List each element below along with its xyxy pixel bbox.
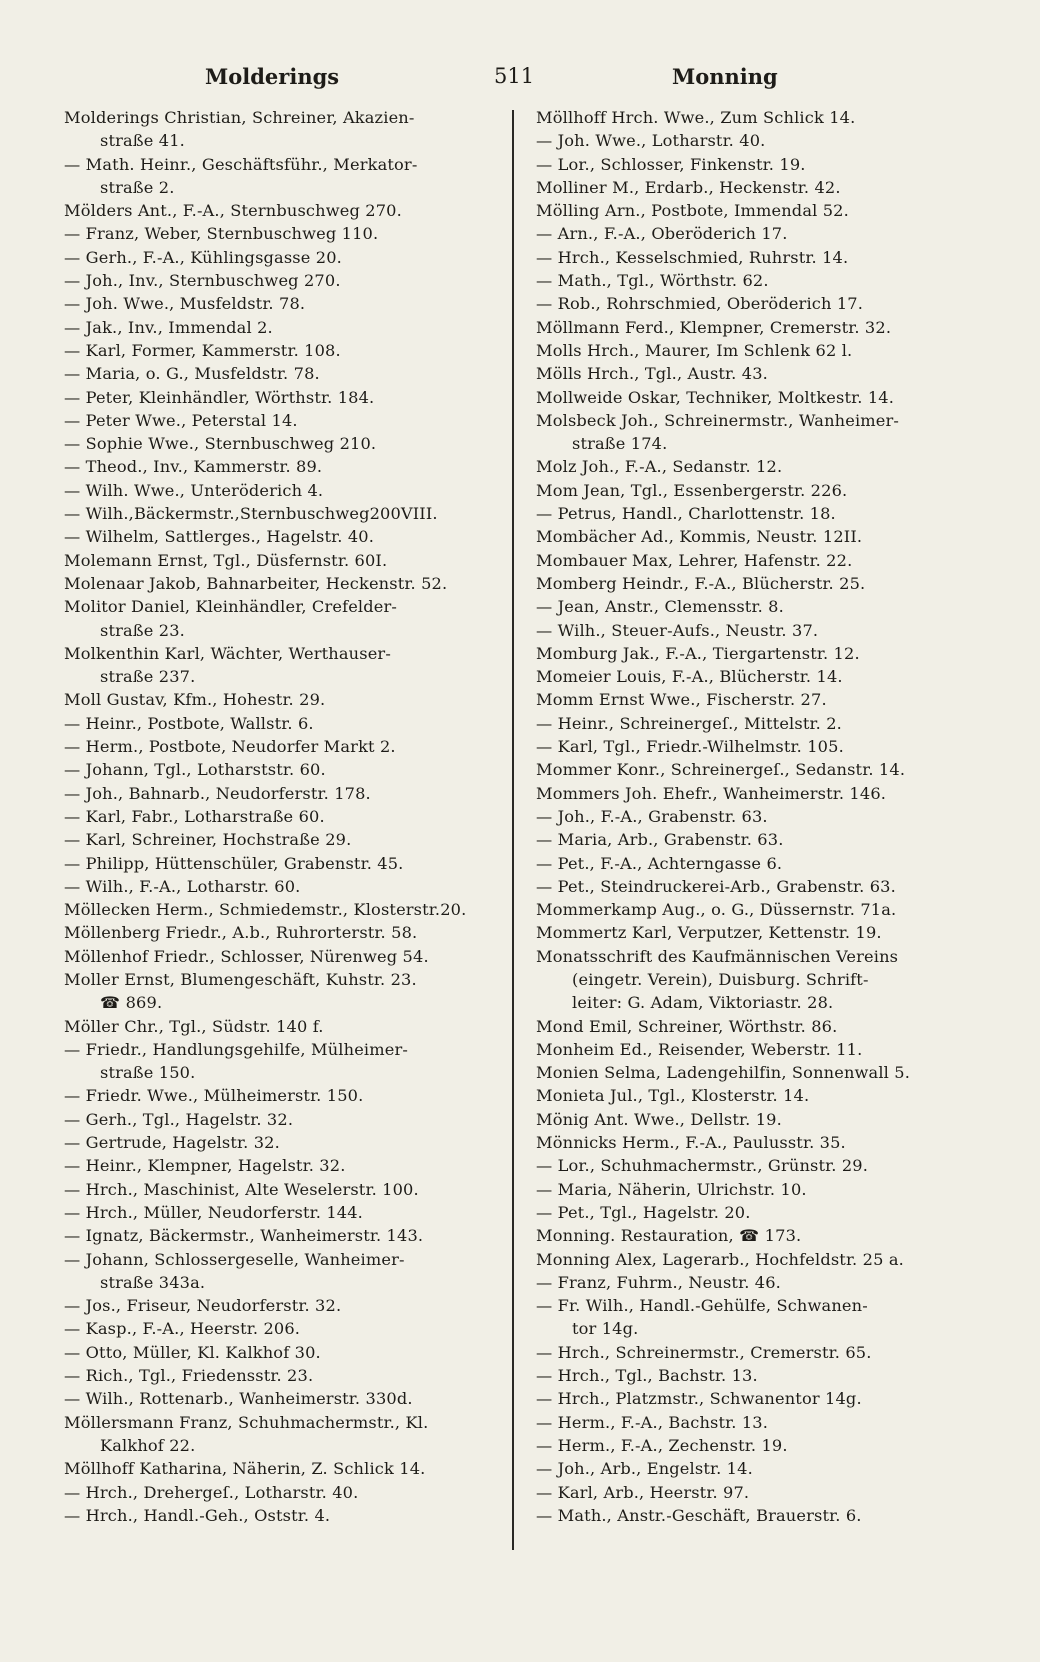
directory-entry: Möllecken Herm., Schmiedemstr., Klosterstr.20.	[64, 900, 467, 920]
directory-entry: Molz Joh., F.-A., Sedanstr. 12.	[536, 457, 783, 477]
directory-entry-continuation: straße 41.	[100, 131, 185, 151]
directory-entry: — Karl, Tgl., Friedr.-Wilhelmstr. 105.	[536, 737, 844, 757]
directory-entry-continuation: straße 23.	[100, 620, 185, 640]
directory-entry: Mommertz Karl, Verputzer, Kettenstr. 19.	[536, 923, 882, 943]
directory-entry-continuation: tor 14g.	[572, 1319, 639, 1339]
directory-entry: — Joh. Wwe., Musfeldstr. 78.	[64, 294, 306, 314]
directory-entry: Moll Gustav, Kfm., Hohestr. 29.	[64, 690, 326, 710]
directory-entry: — Pet., Steindruckerei-Arb., Grabenstr. 63.	[536, 876, 896, 896]
directory-entry: Mom Jean, Tgl., Essenbergerstr. 226.	[536, 480, 848, 500]
directory-entry: Mollweide Oskar, Techniker, Moltkestr. 14.	[536, 387, 895, 407]
directory-entry: Mölders Ant., F.-A., Sternbuschweg 270.	[64, 201, 402, 221]
left-column	[64, 106, 512, 1527]
directory-entry: — Petrus, Handl., Charlottenstr. 18.	[536, 504, 836, 524]
directory-entry: — Hrch., Kesselschmied, Ruhrstr. 14.	[536, 247, 849, 267]
directory-entry: Mölling Arn., Postbote, Immendal 52.	[536, 201, 849, 221]
directory-entry: — Hrch., Müller, Neudorferstr. 144.	[64, 1202, 363, 1222]
directory-entry: Monning. Restauration, ☎ 173.	[536, 1226, 802, 1246]
directory-entry: — Johann, Tgl., Lotharststr. 60.	[64, 760, 326, 780]
directory-entry: — Pet., F.-A., Achterngasse 6.	[536, 853, 783, 873]
directory-entry: — Karl, Former, Kammerstr. 108.	[64, 340, 341, 360]
directory-entry: Molsbeck Joh., Schreinermstr., Wanheimer-	[536, 410, 900, 430]
directory-entry: — Friedr. Wwe., Mülheimerstr. 150.	[64, 1086, 364, 1106]
directory-entry: Molemann Ernst, Tgl., Düsfernstr. 60I.	[64, 550, 388, 570]
directory-entry-continuation: straße 174.	[572, 434, 668, 454]
directory-entry: — Karl, Schreiner, Hochstraße 29.	[64, 830, 352, 850]
directory-entry-continuation: leiter: G. Adam, Viktoriastr. 28.	[572, 993, 834, 1013]
directory-entry: — Hrch., Handl.-Geh., Oststr. 4.	[64, 1505, 331, 1525]
directory-entry: — Joh., F.-A., Grabenstr. 63.	[536, 806, 768, 826]
directory-entry: Monning Alex, Lagerarb., Hochfeldstr. 25 a.	[536, 1249, 904, 1269]
directory-entry: — Jak., Inv., Immendal 2.	[64, 317, 273, 337]
directory-entry: Molkenthin Karl, Wächter, Werthauser-	[64, 643, 391, 663]
directory-entry: Mönnicks Herm., F.-A., Paulusstr. 35.	[536, 1133, 846, 1153]
directory-entry: — Hrch., Tgl., Bachstr. 13.	[536, 1366, 758, 1386]
directory-entry: — Karl, Fabr., Lotharstraße 60.	[64, 806, 325, 826]
directory-entry: — Hrch., Schreinermstr., Cremerstr. 65.	[536, 1342, 872, 1362]
directory-entry: Momburg Jak., F.-A., Tiergartenstr. 12.	[536, 643, 860, 663]
directory-entry: — Ignatz, Bäckermstr., Wanheimerstr. 143.	[64, 1226, 424, 1246]
directory-entry: Möllersmann Franz, Schuhmachermstr., Kl.	[64, 1412, 429, 1432]
directory-entry: — Peter, Kleinhändler, Wörthstr. 184.	[64, 387, 375, 407]
directory-entry: — Hrch., Platzmstr., Schwanentor 14g.	[536, 1389, 862, 1409]
directory-entry: — Herm., F.-A., Bachstr. 13.	[536, 1412, 769, 1432]
directory-entry: — Gerh., F.-A., Kühlingsgasse 20.	[64, 247, 342, 267]
directory-entry: Möllhoff Katharina, Näherin, Z. Schlick 14.	[64, 1459, 426, 1479]
directory-entry: — Heinr., Schreinergeſ., Mittelstr. 2.	[536, 713, 842, 733]
directory-entry: — Maria, Näherin, Ulrichstr. 10.	[536, 1179, 807, 1199]
directory-entry: — Joh., Inv., Sternbuschweg 270.	[64, 271, 341, 291]
directory-entry: Momberg Heindr., F.-A., Blücherstr. 25.	[536, 573, 866, 593]
page-number: 511	[494, 64, 535, 88]
directory-entry: — Sophie Wwe., Sternbuschweg 210.	[64, 434, 377, 454]
directory-entry: — Herm., Postbote, Neudorfer Markt 2.	[64, 737, 396, 757]
directory-entry: Moller Ernst, Blumengeschäft, Kuhstr. 23.	[64, 969, 417, 989]
directory-entry: Mombächer Ad., Kommis, Neustr. 12II.	[536, 527, 863, 547]
directory-entry: Monien Selma, Ladengehilfin, Sonnenwall 5.	[536, 1063, 911, 1083]
directory-entry: — Kasp., F.-A., Heerstr. 206.	[64, 1319, 301, 1339]
directory-entry: — Johann, Schlossergeselle, Wanheimer-	[64, 1249, 405, 1269]
directory-entry: Möllenhof Friedr., Schlosser, Nürenweg 54.	[64, 946, 429, 966]
directory-entry: — Pet., Tgl., Hagelstr. 20.	[536, 1202, 751, 1222]
directory-entry: Möllenberg Friedr., A.b., Ruhrorterstr. 58.	[64, 923, 418, 943]
directory-entry: — Peter Wwe., Peterstal 14.	[64, 410, 298, 430]
right-column	[536, 106, 984, 1527]
directory-entry: Molls Hrch., Maurer, Im Schlenk 62 l.	[536, 340, 853, 360]
directory-entry: Mönig Ant. Wwe., Dellstr. 19.	[536, 1109, 782, 1129]
directory-entry: Monatsschrift des Kaufmännischen Vereins	[536, 946, 899, 966]
header-left-keyword: Molderings	[205, 64, 340, 89]
directory-entry: — Wilhelm, Sattlerges., Hagelstr. 40.	[64, 527, 375, 547]
directory-entry: Monheim Ed., Reisender, Weberstr. 11.	[536, 1039, 863, 1059]
directory-entry: Monieta Jul., Tgl., Klosterstr. 14.	[536, 1086, 810, 1106]
directory-entry: — Gerh., Tgl., Hagelstr. 32.	[64, 1109, 294, 1129]
directory-entry: — Gertrude, Hagelstr. 32.	[64, 1133, 280, 1153]
directory-entry: — Joh., Arb., Engelstr. 14.	[536, 1459, 753, 1479]
directory-entry-continuation: straße 2.	[100, 177, 175, 197]
directory-entry: Möller Chr., Tgl., Südstr. 140 f.	[64, 1016, 324, 1036]
directory-entry-continuation: (eingetr. Verein), Duisburg. Schrift-	[572, 969, 869, 989]
directory-entry-continuation: straße 343a.	[100, 1272, 206, 1292]
directory-entry: — Arn., F.-A., Oberöderich 17.	[536, 224, 788, 244]
directory-entry: — Theod., Inv., Kammerstr. 89.	[64, 457, 323, 477]
directory-entry: — Wilh. Wwe., Unteröderich 4.	[64, 480, 324, 500]
directory-entry: Molliner M., Erdarb., Heckenstr. 42.	[536, 177, 841, 197]
directory-entry: — Jean, Anstr., Clemensstr. 8.	[536, 597, 784, 617]
directory-entry: Mölls Hrch., Tgl., Austr. 43.	[536, 364, 768, 384]
directory-entry: Molitor Daniel, Kleinhändler, Crefelder-	[64, 597, 398, 617]
directory-entry: Möllhoff Hrch. Wwe., Zum Schlick 14.	[536, 108, 856, 127]
directory-entry: — Math., Anstr.-Geschäft, Brauerstr. 6.	[536, 1505, 862, 1525]
directory-entry: — Heinr., Postbote, Wallstr. 6.	[64, 713, 314, 733]
directory-entry: — Joh. Wwe., Lotharstr. 40.	[536, 131, 766, 151]
directory-entry: — Wilh., F.-A., Lotharstr. 60.	[64, 876, 301, 896]
directory-entry: Molenaar Jakob, Bahnarbeiter, Heckenstr. 52.	[64, 573, 448, 593]
directory-entry: — Wilh., Rottenarb., Wanheimerstr. 330d.	[64, 1389, 413, 1409]
directory-entry: — Friedr., Handlungsgehilfe, Mülheimer-	[64, 1039, 408, 1059]
directory-entry: Mommer Konr., Schreinergeſ., Sedanstr. 14.	[536, 760, 906, 780]
directory-entry: — Karl, Arb., Heerstr. 97.	[536, 1482, 750, 1502]
directory-entry: — Franz, Fuhrm., Neustr. 46.	[536, 1272, 781, 1292]
directory-entry: Momeier Louis, F.-A., Blücherstr. 14.	[536, 667, 843, 687]
directory-entry: Mommers Joh. Ehefr., Wanheimerstr. 146.	[536, 783, 887, 803]
directory-entry: — Joh., Bahnarb., Neudorferstr. 178.	[64, 783, 371, 803]
header-right-keyword: Monning	[672, 64, 778, 89]
directory-entry-continuation: straße 150.	[100, 1063, 196, 1083]
directory-entry: — Herm., F.-A., Zechenstr. 19.	[536, 1435, 788, 1455]
directory-entry: — Hrch., Maschinist, Alte Weselerstr. 100.	[64, 1179, 419, 1199]
directory-entry: — Jos., Friseur, Neudorferstr. 32.	[64, 1296, 342, 1316]
column-divider	[512, 110, 514, 1550]
directory-entry: — Rich., Tgl., Friedensstr. 23.	[64, 1366, 314, 1386]
directory-entry-continuation: straße 237.	[100, 667, 196, 687]
directory-entry: — Hrch., Drehergeſ., Lotharstr. 40.	[64, 1482, 359, 1502]
directory-entry: Molderings Christian, Schreiner, Akazien-	[64, 108, 415, 127]
directory-entry: — Rob., Rohrschmied, Oberöderich 17.	[536, 294, 864, 314]
directory-entry: — Math., Tgl., Wörthstr. 62.	[536, 271, 769, 291]
directory-entry: — Otto, Müller, Kl. Kalkhof 30.	[64, 1342, 321, 1362]
directory-entry: — Maria, Arb., Grabenstr. 63.	[536, 830, 784, 850]
directory-entry: Möllmann Ferd., Klempner, Cremerstr. 32.	[536, 317, 892, 337]
directory-entry: — Philipp, Hüttenschüler, Grabenstr. 45.	[64, 853, 404, 873]
directory-entry: — Maria, o. G., Musfeldstr. 78.	[64, 364, 320, 384]
directory-entry: Mombauer Max, Lehrer, Hafenstr. 22.	[536, 550, 853, 570]
directory-entry: — Wilh., Steuer-Aufs., Neustr. 37.	[536, 620, 819, 640]
directory-entry: — Franz, Weber, Sternbuschweg 110.	[64, 224, 379, 244]
directory-entry-continuation: ☎ 869.	[100, 993, 163, 1013]
directory-entry-continuation: Kalkhof 22.	[100, 1435, 196, 1455]
directory-entry: Mommerkamp Aug., o. G., Düssernstr. 71a.	[536, 900, 897, 920]
directory-entry: — Heinr., Klempner, Hagelstr. 32.	[64, 1156, 346, 1176]
directory-entry: — Lor., Schuhmachermstr., Grünstr. 29.	[536, 1156, 869, 1176]
directory-entry: Mond Emil, Schreiner, Wörthstr. 86.	[536, 1016, 838, 1036]
directory-entry: Momm Ernst Wwe., Fischerstr. 27.	[536, 690, 827, 710]
directory-entry: — Lor., Schlosser, Finkenstr. 19.	[536, 154, 806, 174]
directory-entry: — Fr. Wilh., Handl.-Gehülfe, Schwanen-	[536, 1296, 868, 1316]
directory-entry: — Wilh.,Bäckermstr.,Sternbuschweg200VIII.	[64, 504, 438, 524]
directory-entry: — Math. Heinr., Geschäftsführ., Merkator-	[64, 154, 418, 174]
